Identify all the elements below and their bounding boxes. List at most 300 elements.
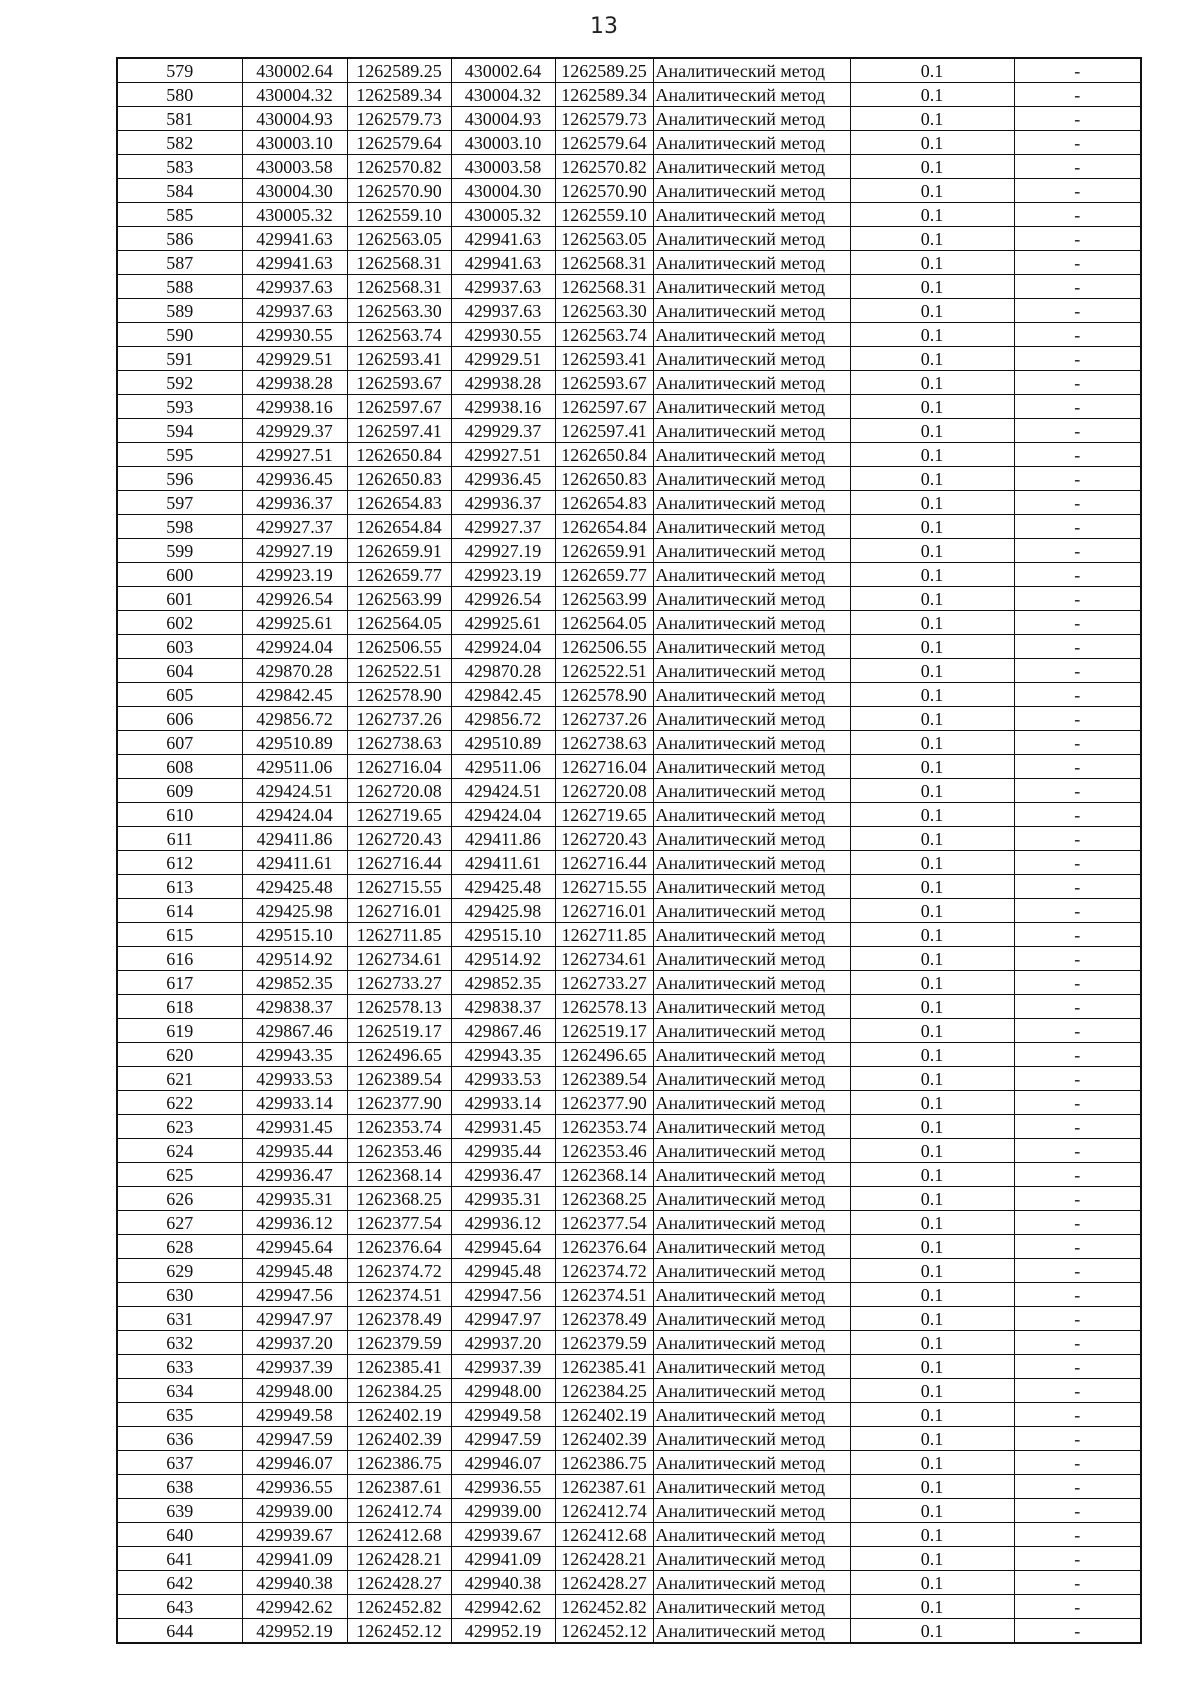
point-number: 594 — [117, 419, 242, 443]
table-row — [117, 1115, 1141, 1139]
note-cell: - — [1014, 1091, 1141, 1115]
table-row — [117, 1571, 1141, 1595]
method-cell: Аналитический метод — [653, 179, 850, 203]
table-row — [117, 611, 1141, 635]
note-cell: - — [1014, 635, 1141, 659]
note-cell: - — [1014, 1235, 1141, 1259]
x-coordinate-new: 429935.31 — [451, 1187, 555, 1211]
method-cell: Аналитический метод — [653, 1547, 850, 1571]
note-cell: - — [1014, 827, 1141, 851]
point-number: 607 — [117, 731, 242, 755]
note-cell: - — [1014, 275, 1141, 299]
y-coordinate: 1262659.77 — [347, 563, 451, 587]
method-cell: Аналитический метод — [653, 347, 850, 371]
table-row — [117, 1163, 1141, 1187]
y-coordinate: 1262353.74 — [347, 1115, 451, 1139]
table-row — [117, 1331, 1141, 1355]
y-coordinate: 1262715.55 — [347, 875, 451, 899]
accuracy-cell: 0.1 — [850, 395, 1014, 419]
x-coordinate-new: 429941.09 — [451, 1547, 555, 1571]
y-coordinate-new: 1262563.74 — [555, 323, 653, 347]
y-coordinate-new: 1262379.59 — [555, 1331, 653, 1355]
accuracy-cell: 0.1 — [850, 611, 1014, 635]
accuracy-cell: 0.1 — [850, 58, 1014, 83]
accuracy-cell: 0.1 — [850, 227, 1014, 251]
point-number: 603 — [117, 635, 242, 659]
table-row — [117, 131, 1141, 155]
method-cell: Аналитический метод — [653, 923, 850, 947]
y-coordinate-new: 1262579.73 — [555, 107, 653, 131]
point-number: 640 — [117, 1523, 242, 1547]
note-cell: - — [1014, 1163, 1141, 1187]
accuracy-cell: 0.1 — [850, 1619, 1014, 1644]
accuracy-cell: 0.1 — [850, 1355, 1014, 1379]
x-coordinate-new: 429937.20 — [451, 1331, 555, 1355]
x-coordinate-new: 429842.45 — [451, 683, 555, 707]
point-number: 593 — [117, 395, 242, 419]
table-row — [117, 1619, 1141, 1644]
y-coordinate-new: 1262563.05 — [555, 227, 653, 251]
x-coordinate: 429867.46 — [242, 1019, 347, 1043]
note-cell: - — [1014, 1451, 1141, 1475]
table-row — [117, 299, 1141, 323]
method-cell: Аналитический метод — [653, 659, 850, 683]
method-cell: Аналитический метод — [653, 227, 850, 251]
accuracy-cell: 0.1 — [850, 755, 1014, 779]
point-number: 633 — [117, 1355, 242, 1379]
accuracy-cell: 0.1 — [850, 371, 1014, 395]
table-row — [117, 107, 1141, 131]
x-coordinate: 429515.10 — [242, 923, 347, 947]
note-cell: - — [1014, 1547, 1141, 1571]
y-coordinate: 1262519.17 — [347, 1019, 451, 1043]
table-row — [117, 1139, 1141, 1163]
point-number: 626 — [117, 1187, 242, 1211]
x-coordinate: 429424.51 — [242, 779, 347, 803]
y-coordinate: 1262384.25 — [347, 1379, 451, 1403]
y-coordinate: 1262650.84 — [347, 443, 451, 467]
table-row — [117, 851, 1141, 875]
method-cell: Аналитический метод — [653, 1235, 850, 1259]
x-coordinate: 429941.09 — [242, 1547, 347, 1571]
y-coordinate-new: 1262570.90 — [555, 179, 653, 203]
accuracy-cell: 0.1 — [850, 1307, 1014, 1331]
x-coordinate-new: 429927.19 — [451, 539, 555, 563]
x-coordinate-new: 429411.86 — [451, 827, 555, 851]
note-cell: - — [1014, 107, 1141, 131]
point-number: 597 — [117, 491, 242, 515]
note-cell: - — [1014, 323, 1141, 347]
y-coordinate: 1262733.27 — [347, 971, 451, 995]
table-row — [117, 827, 1141, 851]
accuracy-cell: 0.1 — [850, 851, 1014, 875]
x-coordinate-new: 430005.32 — [451, 203, 555, 227]
x-coordinate: 429949.58 — [242, 1403, 347, 1427]
point-number: 638 — [117, 1475, 242, 1499]
x-coordinate-new: 429946.07 — [451, 1451, 555, 1475]
point-number: 600 — [117, 563, 242, 587]
accuracy-cell: 0.1 — [850, 899, 1014, 923]
y-coordinate: 1262563.74 — [347, 323, 451, 347]
method-cell: Аналитический метод — [653, 155, 850, 179]
table-row — [117, 971, 1141, 995]
note-cell: - — [1014, 1499, 1141, 1523]
x-coordinate-new: 429933.53 — [451, 1067, 555, 1091]
x-coordinate: 429942.62 — [242, 1595, 347, 1619]
point-number: 619 — [117, 1019, 242, 1043]
y-coordinate-new: 1262452.82 — [555, 1595, 653, 1619]
table-row — [117, 539, 1141, 563]
point-number: 609 — [117, 779, 242, 803]
x-coordinate: 429838.37 — [242, 995, 347, 1019]
y-coordinate: 1262377.90 — [347, 1091, 451, 1115]
table-row — [117, 1475, 1141, 1499]
accuracy-cell: 0.1 — [850, 515, 1014, 539]
note-cell: - — [1014, 1043, 1141, 1067]
y-coordinate: 1262374.51 — [347, 1283, 451, 1307]
method-cell: Аналитический метод — [653, 1283, 850, 1307]
y-coordinate-new: 1262593.67 — [555, 371, 653, 395]
x-coordinate-new: 430004.93 — [451, 107, 555, 131]
x-coordinate: 429924.04 — [242, 635, 347, 659]
note-cell: - — [1014, 971, 1141, 995]
y-coordinate: 1262716.44 — [347, 851, 451, 875]
note-cell: - — [1014, 299, 1141, 323]
point-number: 589 — [117, 299, 242, 323]
x-coordinate: 429948.00 — [242, 1379, 347, 1403]
point-number: 636 — [117, 1427, 242, 1451]
y-coordinate-new: 1262368.25 — [555, 1187, 653, 1211]
x-coordinate: 429945.64 — [242, 1235, 347, 1259]
y-coordinate-new: 1262719.65 — [555, 803, 653, 827]
y-coordinate-new: 1262496.65 — [555, 1043, 653, 1067]
y-coordinate-new: 1262654.84 — [555, 515, 653, 539]
note-cell: - — [1014, 1019, 1141, 1043]
point-number: 584 — [117, 179, 242, 203]
y-coordinate: 1262593.67 — [347, 371, 451, 395]
point-number: 637 — [117, 1451, 242, 1475]
y-coordinate: 1262579.64 — [347, 131, 451, 155]
table-row — [117, 1235, 1141, 1259]
x-coordinate: 430004.32 — [242, 83, 347, 107]
table-row — [117, 659, 1141, 683]
method-cell: Аналитический метод — [653, 1403, 850, 1427]
x-coordinate-new: 429411.61 — [451, 851, 555, 875]
note-cell: - — [1014, 683, 1141, 707]
point-number: 615 — [117, 923, 242, 947]
table-row — [117, 1307, 1141, 1331]
x-coordinate-new: 429425.98 — [451, 899, 555, 923]
x-coordinate: 429927.37 — [242, 515, 347, 539]
x-coordinate: 429935.31 — [242, 1187, 347, 1211]
x-coordinate: 429947.59 — [242, 1427, 347, 1451]
note-cell: - — [1014, 1595, 1141, 1619]
method-cell: Аналитический метод — [653, 371, 850, 395]
table-row — [117, 179, 1141, 203]
method-cell: Аналитический метод — [653, 83, 850, 107]
y-coordinate: 1262738.63 — [347, 731, 451, 755]
note-cell: - — [1014, 1619, 1141, 1644]
x-coordinate-new: 429941.63 — [451, 227, 555, 251]
method-cell: Аналитический метод — [653, 1379, 850, 1403]
x-coordinate-new: 429925.61 — [451, 611, 555, 635]
point-number: 582 — [117, 131, 242, 155]
y-coordinate-new: 1262654.83 — [555, 491, 653, 515]
x-coordinate-new: 429947.97 — [451, 1307, 555, 1331]
y-coordinate-new: 1262428.27 — [555, 1571, 653, 1595]
y-coordinate-new: 1262353.46 — [555, 1139, 653, 1163]
point-number: 581 — [117, 107, 242, 131]
note-cell: - — [1014, 1403, 1141, 1427]
accuracy-cell: 0.1 — [850, 83, 1014, 107]
x-coordinate: 429933.14 — [242, 1091, 347, 1115]
y-coordinate: 1262570.90 — [347, 179, 451, 203]
x-coordinate: 429856.72 — [242, 707, 347, 731]
note-cell: - — [1014, 1571, 1141, 1595]
table-row — [117, 203, 1141, 227]
note-cell: - — [1014, 731, 1141, 755]
x-coordinate-new: 429923.19 — [451, 563, 555, 587]
y-coordinate: 1262378.49 — [347, 1307, 451, 1331]
x-coordinate: 429937.63 — [242, 275, 347, 299]
table-row — [117, 779, 1141, 803]
table-row — [117, 899, 1141, 923]
method-cell: Аналитический метод — [653, 1187, 850, 1211]
point-number: 612 — [117, 851, 242, 875]
point-number: 628 — [117, 1235, 242, 1259]
method-cell: Аналитический метод — [653, 995, 850, 1019]
x-coordinate: 429842.45 — [242, 683, 347, 707]
x-coordinate-new: 429511.06 — [451, 755, 555, 779]
y-coordinate-new: 1262716.44 — [555, 851, 653, 875]
x-coordinate: 429936.45 — [242, 467, 347, 491]
x-coordinate-new: 429425.48 — [451, 875, 555, 899]
y-coordinate: 1262597.41 — [347, 419, 451, 443]
accuracy-cell: 0.1 — [850, 1451, 1014, 1475]
y-coordinate-new: 1262377.90 — [555, 1091, 653, 1115]
table-body — [117, 58, 1141, 1643]
x-coordinate: 429931.45 — [242, 1115, 347, 1139]
note-cell: - — [1014, 58, 1141, 83]
accuracy-cell: 0.1 — [850, 1547, 1014, 1571]
table-row — [117, 803, 1141, 827]
table-row — [117, 1091, 1141, 1115]
x-coordinate-new: 429936.45 — [451, 467, 555, 491]
point-number: 623 — [117, 1115, 242, 1139]
y-coordinate-new: 1262412.74 — [555, 1499, 653, 1523]
note-cell: - — [1014, 779, 1141, 803]
y-coordinate: 1262579.73 — [347, 107, 451, 131]
y-coordinate-new: 1262568.31 — [555, 275, 653, 299]
y-coordinate: 1262374.72 — [347, 1259, 451, 1283]
y-coordinate: 1262386.75 — [347, 1451, 451, 1475]
table-row — [117, 755, 1141, 779]
y-coordinate-new: 1262734.61 — [555, 947, 653, 971]
page-number: 13 — [590, 14, 618, 39]
y-coordinate: 1262522.51 — [347, 659, 451, 683]
x-coordinate-new: 429937.39 — [451, 1355, 555, 1379]
method-cell: Аналитический метод — [653, 467, 850, 491]
note-cell: - — [1014, 251, 1141, 275]
method-cell: Аналитический метод — [653, 755, 850, 779]
accuracy-cell: 0.1 — [850, 1211, 1014, 1235]
method-cell: Аналитический метод — [653, 251, 850, 275]
y-coordinate-new: 1262519.17 — [555, 1019, 653, 1043]
point-number: 604 — [117, 659, 242, 683]
accuracy-cell: 0.1 — [850, 347, 1014, 371]
y-coordinate: 1262428.21 — [347, 1547, 451, 1571]
y-coordinate: 1262377.54 — [347, 1211, 451, 1235]
note-cell: - — [1014, 587, 1141, 611]
method-cell: Аналитический метод — [653, 1427, 850, 1451]
point-number: 629 — [117, 1259, 242, 1283]
accuracy-cell: 0.1 — [850, 635, 1014, 659]
y-coordinate-new: 1262578.13 — [555, 995, 653, 1019]
x-coordinate-new: 429856.72 — [451, 707, 555, 731]
y-coordinate: 1262597.67 — [347, 395, 451, 419]
y-coordinate-new: 1262386.75 — [555, 1451, 653, 1475]
point-number: 587 — [117, 251, 242, 275]
note-cell: - — [1014, 491, 1141, 515]
method-cell: Аналитический метод — [653, 1211, 850, 1235]
point-number: 622 — [117, 1091, 242, 1115]
note-cell: - — [1014, 899, 1141, 923]
y-coordinate: 1262654.83 — [347, 491, 451, 515]
note-cell: - — [1014, 1307, 1141, 1331]
table-row — [117, 58, 1141, 83]
method-cell: Аналитический метод — [653, 827, 850, 851]
table-row — [117, 275, 1141, 299]
method-cell: Аналитический метод — [653, 1331, 850, 1355]
y-coordinate-new: 1262593.41 — [555, 347, 653, 371]
accuracy-cell: 0.1 — [850, 1187, 1014, 1211]
y-coordinate-new: 1262570.82 — [555, 155, 653, 179]
method-cell: Аналитический метод — [653, 395, 850, 419]
x-coordinate-new: 429945.48 — [451, 1259, 555, 1283]
point-number: 595 — [117, 443, 242, 467]
accuracy-cell: 0.1 — [850, 1139, 1014, 1163]
x-coordinate-new: 429852.35 — [451, 971, 555, 995]
table-row — [117, 1019, 1141, 1043]
note-cell: - — [1014, 755, 1141, 779]
x-coordinate-new: 429936.47 — [451, 1163, 555, 1187]
x-coordinate: 429514.92 — [242, 947, 347, 971]
method-cell: Аналитический метод — [653, 635, 850, 659]
note-cell: - — [1014, 371, 1141, 395]
point-number: 630 — [117, 1283, 242, 1307]
point-number: 621 — [117, 1067, 242, 1091]
note-cell: - — [1014, 131, 1141, 155]
y-coordinate-new: 1262559.10 — [555, 203, 653, 227]
accuracy-cell: 0.1 — [850, 683, 1014, 707]
method-cell: Аналитический метод — [653, 1499, 850, 1523]
x-coordinate-new: 429942.62 — [451, 1595, 555, 1619]
y-coordinate-new: 1262715.55 — [555, 875, 653, 899]
x-coordinate-new: 429938.28 — [451, 371, 555, 395]
y-coordinate: 1262589.25 — [347, 58, 451, 83]
note-cell: - — [1014, 515, 1141, 539]
method-cell: Аналитический метод — [653, 587, 850, 611]
y-coordinate: 1262716.01 — [347, 899, 451, 923]
method-cell: Аналитический метод — [653, 971, 850, 995]
y-coordinate-new: 1262659.91 — [555, 539, 653, 563]
method-cell: Аналитический метод — [653, 1523, 850, 1547]
point-number: 602 — [117, 611, 242, 635]
x-coordinate: 429929.51 — [242, 347, 347, 371]
x-coordinate-new: 430004.30 — [451, 179, 555, 203]
point-number: 639 — [117, 1499, 242, 1523]
y-coordinate-new: 1262720.08 — [555, 779, 653, 803]
y-coordinate: 1262368.25 — [347, 1187, 451, 1211]
x-coordinate: 429510.89 — [242, 731, 347, 755]
x-coordinate-new: 429930.55 — [451, 323, 555, 347]
note-cell: - — [1014, 803, 1141, 827]
note-cell: - — [1014, 1211, 1141, 1235]
method-cell: Аналитический метод — [653, 1091, 850, 1115]
x-coordinate: 429929.37 — [242, 419, 347, 443]
accuracy-cell: 0.1 — [850, 1115, 1014, 1139]
accuracy-cell: 0.1 — [850, 1595, 1014, 1619]
accuracy-cell: 0.1 — [850, 1259, 1014, 1283]
point-number: 616 — [117, 947, 242, 971]
y-coordinate: 1262720.43 — [347, 827, 451, 851]
accuracy-cell: 0.1 — [850, 1019, 1014, 1043]
method-cell: Аналитический метод — [653, 1067, 850, 1091]
point-number: 642 — [117, 1571, 242, 1595]
table-row — [117, 1067, 1141, 1091]
y-coordinate-new: 1262738.63 — [555, 731, 653, 755]
note-cell: - — [1014, 1187, 1141, 1211]
y-coordinate: 1262578.90 — [347, 683, 451, 707]
note-cell: - — [1014, 611, 1141, 635]
y-coordinate-new: 1262376.64 — [555, 1235, 653, 1259]
x-coordinate-new: 429933.14 — [451, 1091, 555, 1115]
table-row — [117, 1595, 1141, 1619]
method-cell: Аналитический метод — [653, 1451, 850, 1475]
method-cell: Аналитический метод — [653, 947, 850, 971]
table-row — [117, 227, 1141, 251]
x-coordinate-new: 429514.92 — [451, 947, 555, 971]
x-coordinate: 429935.44 — [242, 1139, 347, 1163]
x-coordinate-new: 429927.37 — [451, 515, 555, 539]
x-coordinate: 430004.93 — [242, 107, 347, 131]
x-coordinate-new: 429515.10 — [451, 923, 555, 947]
accuracy-cell: 0.1 — [850, 251, 1014, 275]
point-number: 635 — [117, 1403, 242, 1427]
method-cell: Аналитический метод — [653, 1595, 850, 1619]
note-cell: - — [1014, 875, 1141, 899]
method-cell: Аналитический метод — [653, 779, 850, 803]
y-coordinate: 1262412.68 — [347, 1523, 451, 1547]
method-cell: Аналитический метод — [653, 1163, 850, 1187]
x-coordinate: 429425.48 — [242, 875, 347, 899]
x-coordinate-new: 429510.89 — [451, 731, 555, 755]
accuracy-cell: 0.1 — [850, 707, 1014, 731]
accuracy-cell: 0.1 — [850, 1499, 1014, 1523]
accuracy-cell: 0.1 — [850, 275, 1014, 299]
table-row — [117, 731, 1141, 755]
accuracy-cell: 0.1 — [850, 155, 1014, 179]
table-row — [117, 683, 1141, 707]
method-cell: Аналитический метод — [653, 58, 850, 83]
y-coordinate: 1262506.55 — [347, 635, 451, 659]
method-cell: Аналитический метод — [653, 275, 850, 299]
x-coordinate-new: 429929.51 — [451, 347, 555, 371]
table-row — [117, 1211, 1141, 1235]
table-row — [117, 875, 1141, 899]
y-coordinate: 1262654.84 — [347, 515, 451, 539]
note-cell: - — [1014, 83, 1141, 107]
